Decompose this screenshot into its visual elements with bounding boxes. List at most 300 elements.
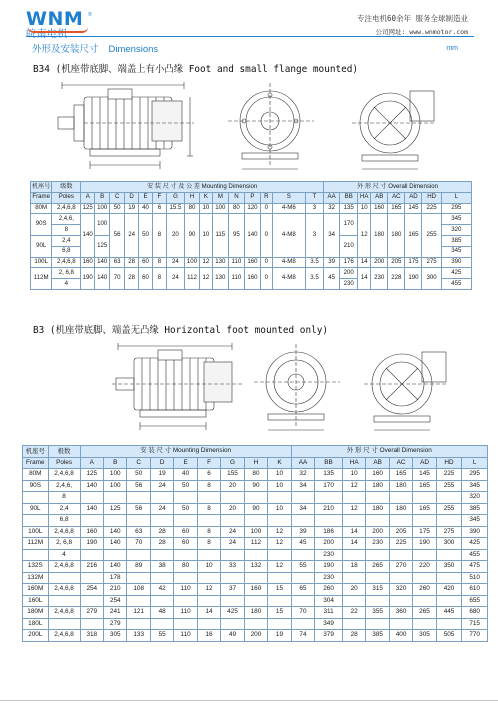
cell: 24 bbox=[166, 257, 184, 268]
poles-cell: 2,4,6,8 bbox=[48, 561, 80, 573]
cell bbox=[413, 618, 436, 630]
cell: 220 bbox=[413, 561, 436, 573]
table-row bbox=[23, 480, 488, 492]
cell bbox=[221, 549, 244, 561]
cell: 165 bbox=[405, 214, 422, 257]
cell: 8 bbox=[197, 538, 220, 550]
cell bbox=[291, 595, 314, 607]
cell: 279 bbox=[104, 618, 127, 630]
cell bbox=[315, 515, 343, 527]
col-header: AA bbox=[291, 457, 314, 469]
cell: 24 bbox=[221, 526, 244, 538]
cell: 49 bbox=[221, 630, 244, 642]
cell bbox=[389, 492, 412, 504]
cell: 165 bbox=[413, 480, 436, 492]
col-header: F bbox=[197, 457, 220, 469]
col-header: BB bbox=[340, 192, 358, 203]
frame-cell: 80M bbox=[23, 469, 49, 481]
cell: 241 bbox=[104, 607, 127, 619]
table-row bbox=[23, 503, 488, 515]
cell: 4-M8 bbox=[272, 214, 305, 257]
table-row bbox=[31, 257, 472, 268]
frame-header: Frame bbox=[31, 192, 52, 203]
b3-end-view-drawing bbox=[250, 340, 346, 436]
cell: 260 bbox=[315, 584, 343, 596]
cell: 100 bbox=[212, 203, 228, 214]
cell: 90 bbox=[185, 214, 200, 257]
col-header: AC bbox=[388, 192, 405, 203]
b3-section-title: B3 (机座带底脚、端盖无凸缘 Horizontal foot mounted only) bbox=[33, 325, 329, 336]
cell: 180 bbox=[244, 607, 267, 619]
cell: 50 bbox=[110, 203, 125, 214]
cell: 70 bbox=[127, 538, 150, 550]
col-header: N bbox=[228, 192, 244, 203]
cell bbox=[244, 595, 267, 607]
cell: 165 bbox=[388, 203, 405, 214]
cell: 63 bbox=[110, 257, 125, 268]
frame-cell: 90S bbox=[31, 214, 52, 236]
cell: 275 bbox=[436, 526, 462, 538]
cell bbox=[366, 595, 389, 607]
cell bbox=[150, 492, 173, 504]
table-row bbox=[23, 572, 488, 584]
col-header: L bbox=[441, 192, 471, 203]
cell bbox=[150, 572, 173, 584]
cell: 265 bbox=[413, 607, 436, 619]
cell: 28 bbox=[125, 257, 139, 268]
cell: 63 bbox=[127, 526, 150, 538]
col-header: R bbox=[260, 192, 272, 203]
cell: 379 bbox=[315, 630, 343, 642]
cell bbox=[342, 492, 365, 504]
cell: 200 bbox=[340, 268, 358, 279]
frame-cell: 180M bbox=[23, 607, 49, 619]
cell: 24 bbox=[166, 268, 184, 290]
cell bbox=[80, 618, 103, 630]
cell: 28 bbox=[125, 268, 139, 290]
overall-dimension-header: 外 形 尺 寸 Overall Dimension bbox=[291, 446, 487, 458]
cell: 254 bbox=[104, 595, 127, 607]
cell: 10 bbox=[200, 203, 213, 214]
cell: 349 bbox=[315, 618, 343, 630]
cell: 60 bbox=[174, 538, 197, 550]
header-divider bbox=[26, 36, 474, 37]
cell: 180 bbox=[366, 480, 389, 492]
cell: 400 bbox=[389, 630, 412, 642]
col-header: K bbox=[268, 457, 292, 469]
col-header: F bbox=[152, 192, 166, 203]
cell: 45 bbox=[324, 268, 340, 290]
col-header: AC bbox=[389, 457, 412, 469]
cell: 505 bbox=[436, 630, 462, 642]
cell: 4-M8 bbox=[272, 268, 305, 290]
frame-header-cn: 机座号 bbox=[23, 446, 49, 458]
cell: 32 bbox=[291, 469, 314, 481]
cell: 22 bbox=[342, 607, 365, 619]
cell: 175 bbox=[405, 257, 422, 268]
cell bbox=[268, 492, 292, 504]
cell: 115 bbox=[212, 214, 228, 257]
cell: 15.5 bbox=[166, 203, 184, 214]
cell bbox=[127, 572, 150, 584]
cell: 12 bbox=[268, 561, 292, 573]
cell: 140 bbox=[80, 480, 103, 492]
cell: 14 bbox=[358, 257, 371, 268]
cell: 10 bbox=[342, 469, 365, 481]
col-header: B bbox=[95, 192, 110, 203]
cell: 133 bbox=[127, 630, 150, 642]
poles-cell: 2,4,6, bbox=[48, 480, 80, 492]
poles-cell: 4 bbox=[52, 279, 81, 290]
col-header: HA bbox=[358, 192, 371, 203]
poles-cell: 8 bbox=[48, 492, 80, 504]
cell: 279 bbox=[80, 607, 103, 619]
cell: 50 bbox=[127, 469, 150, 481]
cell: 16 bbox=[197, 630, 220, 642]
cell: 112 bbox=[244, 538, 267, 550]
poles-cell bbox=[48, 595, 80, 607]
col-header: AD bbox=[413, 457, 436, 469]
cell: 200 bbox=[315, 538, 343, 550]
cell bbox=[197, 595, 220, 607]
cell: 12 bbox=[200, 257, 213, 268]
poles-cell: 2,4,6,8 bbox=[48, 607, 80, 619]
cell: 228 bbox=[388, 268, 405, 290]
cell: 145 bbox=[405, 203, 422, 214]
unit-label: mm bbox=[446, 45, 458, 52]
cell bbox=[342, 595, 365, 607]
cell: 45 bbox=[291, 538, 314, 550]
poles-cell: 2,4,6,8 bbox=[52, 257, 81, 268]
cell: 180 bbox=[371, 214, 388, 257]
cell bbox=[244, 492, 267, 504]
cell: 12 bbox=[268, 526, 292, 538]
cell: 200 bbox=[366, 526, 389, 538]
logo-chinese-name: 皖南电机 bbox=[26, 29, 68, 40]
cell: 14 bbox=[358, 268, 371, 290]
cell: 3.5 bbox=[305, 257, 323, 268]
cell bbox=[436, 515, 462, 527]
cell: 0 bbox=[260, 268, 272, 290]
b3-dimension-table bbox=[22, 445, 488, 642]
cell: 112 bbox=[185, 268, 200, 290]
cell bbox=[291, 549, 314, 561]
poles-cell: 2,4,6, bbox=[52, 214, 81, 225]
cell: 140 bbox=[244, 214, 260, 257]
cell: 135 bbox=[315, 469, 343, 481]
cell: 38 bbox=[150, 561, 173, 573]
cell: 455 bbox=[441, 279, 471, 290]
cell: 190 bbox=[80, 538, 103, 550]
cell: 48 bbox=[150, 607, 173, 619]
cell bbox=[174, 618, 197, 630]
col-header: A bbox=[80, 457, 103, 469]
cell bbox=[127, 549, 150, 561]
cell: 210 bbox=[340, 235, 358, 257]
cell: 475 bbox=[462, 561, 488, 573]
logo-wordmark: WNM bbox=[26, 8, 84, 30]
cell: 55 bbox=[150, 630, 173, 642]
cell: 8 bbox=[152, 257, 166, 268]
frame-cell: 132S bbox=[23, 561, 49, 573]
cell bbox=[197, 549, 220, 561]
cell bbox=[268, 515, 292, 527]
cell: 186 bbox=[315, 526, 343, 538]
cell: 315 bbox=[366, 584, 389, 596]
cell: 20 bbox=[221, 503, 244, 515]
col-header: T bbox=[305, 192, 323, 203]
cell bbox=[413, 492, 436, 504]
cell: 60 bbox=[139, 257, 153, 268]
cell: 80 bbox=[228, 203, 244, 214]
cell bbox=[342, 572, 365, 584]
table-row bbox=[23, 618, 488, 630]
cell: 100 bbox=[104, 480, 127, 492]
cell: 200 bbox=[371, 257, 388, 268]
cell: 6 bbox=[152, 203, 166, 214]
cell bbox=[174, 595, 197, 607]
cell: 18 bbox=[342, 561, 365, 573]
cell: 160 bbox=[366, 469, 389, 481]
cell: 12 bbox=[342, 503, 365, 515]
cell: 19 bbox=[125, 203, 139, 214]
poles-cell: 2,4,6,8 bbox=[48, 584, 80, 596]
col-header: G bbox=[166, 192, 184, 203]
cell: 345 bbox=[441, 246, 471, 257]
table-row bbox=[23, 549, 488, 561]
cell bbox=[366, 618, 389, 630]
cell: 10 bbox=[358, 203, 371, 214]
cell: 37 bbox=[221, 584, 244, 596]
cell: 610 bbox=[462, 584, 488, 596]
frame-cell bbox=[23, 515, 49, 527]
cell bbox=[80, 492, 103, 504]
cell: 65 bbox=[291, 584, 314, 596]
cell: 180 bbox=[388, 214, 405, 257]
cell: 175 bbox=[413, 526, 436, 538]
cell: 160 bbox=[244, 268, 260, 290]
cell: 12 bbox=[342, 480, 365, 492]
cell bbox=[197, 572, 220, 584]
cell: 135 bbox=[340, 203, 358, 214]
cell bbox=[80, 549, 103, 561]
cell bbox=[80, 515, 103, 527]
cell: 130 bbox=[212, 268, 228, 290]
registered-mark: ® bbox=[88, 12, 92, 18]
poles-cell: 2,4,6,8 bbox=[52, 203, 81, 214]
cell: 255 bbox=[436, 480, 462, 492]
cell bbox=[174, 515, 197, 527]
cell bbox=[268, 618, 292, 630]
cell: 140 bbox=[95, 257, 110, 268]
cell: 120 bbox=[244, 203, 260, 214]
b3-back-view-drawing bbox=[358, 340, 454, 436]
cell: 8 bbox=[197, 526, 220, 538]
cell: 255 bbox=[436, 503, 462, 515]
page-title-cn: 外形及安装尺寸 bbox=[32, 44, 99, 55]
cell: 180 bbox=[366, 503, 389, 515]
cell bbox=[244, 572, 267, 584]
cell: 132 bbox=[244, 561, 267, 573]
cell: 55 bbox=[291, 561, 314, 573]
cell: 160 bbox=[80, 526, 103, 538]
cell: 190 bbox=[405, 268, 422, 290]
cell: 8 bbox=[197, 480, 220, 492]
cell: 100 bbox=[95, 214, 110, 236]
cell: 15 bbox=[268, 584, 292, 596]
cell bbox=[127, 595, 150, 607]
table-row bbox=[23, 561, 488, 573]
cell: 110 bbox=[228, 257, 244, 268]
mounting-dimension-header: 安 装 尺 寸 Mounting Dimension bbox=[80, 446, 291, 458]
cell: 80 bbox=[244, 469, 267, 481]
cell: 24 bbox=[125, 214, 139, 257]
cell bbox=[342, 549, 365, 561]
cell: 225 bbox=[436, 469, 462, 481]
cell: 160 bbox=[371, 203, 388, 214]
cell bbox=[174, 549, 197, 561]
cell: 295 bbox=[462, 469, 488, 481]
cell: 90 bbox=[244, 503, 267, 515]
b34-back-view-drawing bbox=[344, 79, 444, 177]
cell: 28 bbox=[150, 526, 173, 538]
col-header: AB bbox=[371, 192, 388, 203]
cell: 8 bbox=[152, 268, 166, 290]
cell bbox=[244, 549, 267, 561]
cell: 100 bbox=[185, 257, 200, 268]
cell: 210 bbox=[315, 503, 343, 515]
cell: 80 bbox=[174, 561, 197, 573]
cell bbox=[291, 572, 314, 584]
cell: 6 bbox=[197, 469, 220, 481]
col-header: D bbox=[125, 192, 139, 203]
cell: 20 bbox=[221, 480, 244, 492]
company-website: 公司网址: www.wnmotor.com bbox=[375, 28, 468, 36]
cell: 216 bbox=[80, 561, 103, 573]
cell: 385 bbox=[462, 503, 488, 515]
poles-header: Poles bbox=[48, 457, 80, 469]
cell: 50 bbox=[174, 480, 197, 492]
col-header: AB bbox=[366, 457, 389, 469]
cell bbox=[413, 572, 436, 584]
cell: 140 bbox=[80, 503, 103, 515]
cell bbox=[268, 595, 292, 607]
cell: 510 bbox=[462, 572, 488, 584]
frame-cell: 112M bbox=[23, 538, 49, 550]
cell: 230 bbox=[366, 538, 389, 550]
cell: 34 bbox=[291, 480, 314, 492]
cell: 20 bbox=[166, 214, 184, 257]
table-row bbox=[23, 595, 488, 607]
cell: 10 bbox=[268, 469, 292, 481]
col-header: P bbox=[244, 192, 260, 203]
poles-cell: 2, 6,8 bbox=[52, 268, 81, 279]
cell: 260 bbox=[413, 584, 436, 596]
cell: 12 bbox=[358, 214, 371, 257]
frame-header: Frame bbox=[23, 457, 49, 469]
cell bbox=[150, 595, 173, 607]
cell: 0 bbox=[260, 203, 272, 214]
cell: 80 bbox=[185, 203, 200, 214]
cell: 10 bbox=[268, 480, 292, 492]
col-header: L bbox=[462, 457, 488, 469]
frame-cell: 160M bbox=[23, 584, 49, 596]
cell: 385 bbox=[441, 235, 471, 246]
cell: 140 bbox=[81, 214, 95, 257]
cell: 24 bbox=[221, 538, 244, 550]
cell bbox=[80, 595, 103, 607]
cell: 10 bbox=[197, 561, 220, 573]
cell: 24 bbox=[150, 480, 173, 492]
cell: 360 bbox=[389, 607, 412, 619]
poles-cell: 2,4,6,8 bbox=[48, 630, 80, 642]
col-header: HD bbox=[422, 192, 441, 203]
cell bbox=[413, 549, 436, 561]
poles-header-cn: 极数 bbox=[48, 446, 80, 458]
cell bbox=[150, 618, 173, 630]
cell bbox=[291, 618, 314, 630]
cell: 230 bbox=[315, 549, 343, 561]
poles-cell: 6,8 bbox=[48, 515, 80, 527]
frame-cell: 80M bbox=[31, 203, 52, 214]
poles-header-cn: 级数 bbox=[52, 182, 81, 193]
poles-cell: 6,8 bbox=[52, 246, 81, 257]
cell bbox=[436, 549, 462, 561]
footer-divider bbox=[0, 700, 498, 701]
page-title bbox=[32, 41, 158, 55]
cell: 110 bbox=[174, 584, 197, 596]
cell: 14 bbox=[342, 538, 365, 550]
cell: 50 bbox=[174, 503, 197, 515]
cell bbox=[413, 515, 436, 527]
cell: 345 bbox=[441, 214, 471, 225]
poles-cell: 2,4,6,8 bbox=[48, 526, 80, 538]
cell: 160 bbox=[81, 257, 95, 268]
cell: 170 bbox=[315, 480, 343, 492]
poles-header: Poles bbox=[52, 192, 81, 203]
cell: 24 bbox=[150, 503, 173, 515]
cell: 176 bbox=[340, 257, 358, 268]
col-header: H bbox=[244, 457, 267, 469]
cell: 345 bbox=[462, 480, 488, 492]
frame-cell: 100L bbox=[31, 257, 52, 268]
cell: 12 bbox=[197, 584, 220, 596]
table-row bbox=[31, 203, 472, 214]
cell bbox=[291, 515, 314, 527]
cell: 8 bbox=[197, 503, 220, 515]
cell: 345 bbox=[462, 515, 488, 527]
cell: 108 bbox=[127, 584, 150, 596]
cell: 32 bbox=[324, 203, 340, 214]
cell: 311 bbox=[315, 607, 343, 619]
cell: 230 bbox=[315, 572, 343, 584]
overall-dimension-header: 外 形 尺 寸 Overall Dimension bbox=[324, 182, 472, 193]
cell: 40 bbox=[139, 203, 153, 214]
b34-side-view-drawing bbox=[44, 79, 204, 177]
cell bbox=[389, 618, 412, 630]
cell: 10 bbox=[268, 503, 292, 515]
cell: 90 bbox=[244, 480, 267, 492]
b3-side-view-drawing bbox=[108, 340, 248, 436]
cell: 225 bbox=[389, 538, 412, 550]
cell: 165 bbox=[389, 469, 412, 481]
cell: 125 bbox=[81, 203, 95, 214]
cell: 140 bbox=[95, 268, 110, 290]
cell bbox=[150, 549, 173, 561]
cell: 14 bbox=[342, 526, 365, 538]
cell: 320 bbox=[441, 225, 471, 236]
cell: 255 bbox=[422, 214, 441, 257]
